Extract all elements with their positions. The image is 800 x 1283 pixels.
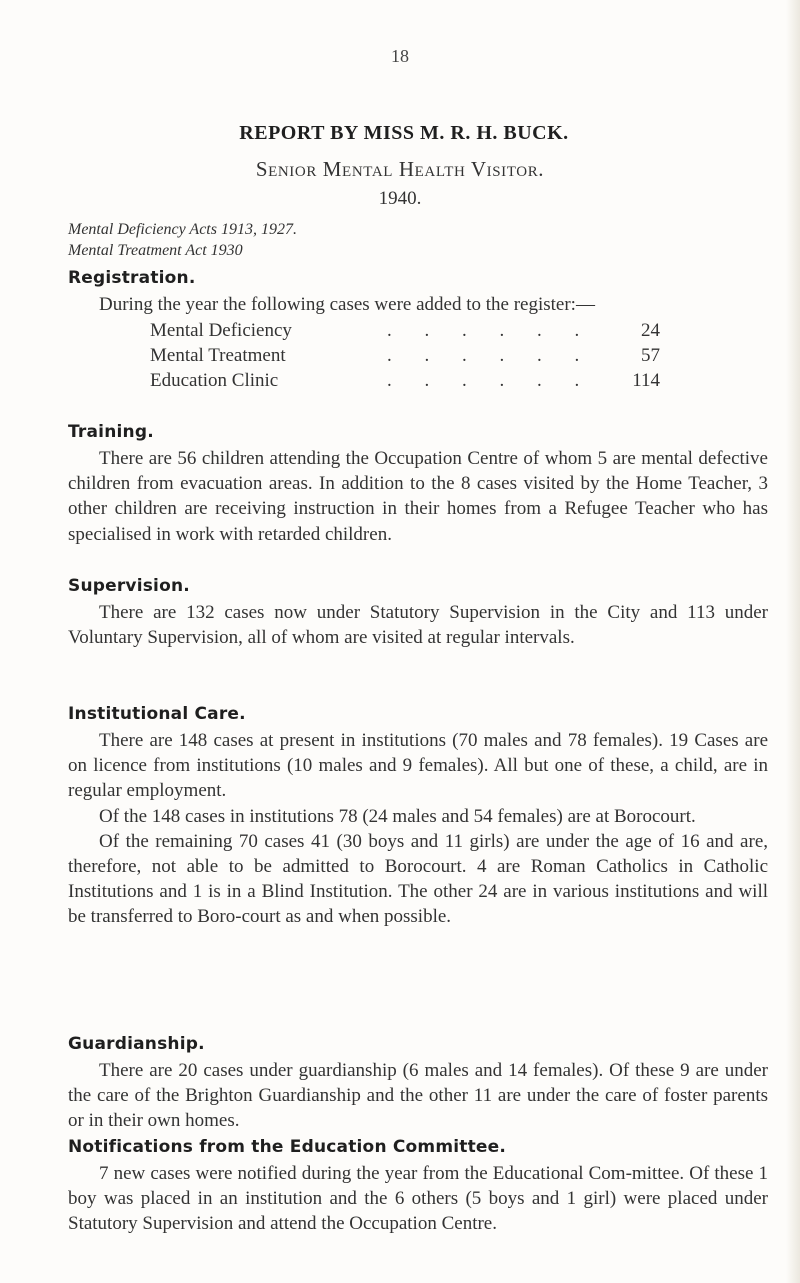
- section-heading: Notifications from the Education Committee.: [68, 1137, 507, 1157]
- leader-dots: . . . . . .: [387, 345, 594, 366]
- section-paragraph: There are 56 children attending the Occupation Centre of whom 5 are mental defective children from evacuation areas. In addition to the 8 cases visited by the Home Teacher, 3 other children are receiving instruction in their homes from a Refugee Teacher who has specialised in work with retarded children.: [68, 448, 768, 545]
- section-heading: Supervision.: [68, 576, 190, 596]
- section-supervision: [68, 576, 768, 650]
- section-heading: Registration.: [68, 268, 196, 288]
- registration-value: 24: [641, 320, 660, 341]
- section-heading: Guardianship.: [68, 1034, 205, 1054]
- registration-label: Mental Deficiency: [150, 320, 292, 341]
- act-reference: Mental Treatment Act 1930: [68, 242, 243, 259]
- section-training: [68, 422, 768, 547]
- registration-value: 57: [641, 345, 660, 366]
- page-number: 18: [391, 46, 409, 66]
- registration-label: Education Clinic: [150, 370, 279, 391]
- section-paragraph: There are 20 cases under guardianship (6 males and 14 females). Of these 9 are under the care of the Brighton Guardianship and the other 11 are under the care of foster parents or in their own homes.: [68, 1060, 768, 1132]
- section-guardianship: [68, 1034, 768, 1134]
- section-registration: [68, 268, 768, 292]
- section-paragraph: There are 132 cases now under Statutory Supervision in the City and 113 under Voluntary Supervision, all of whom are visited at regular intervals.: [68, 602, 768, 649]
- report-year: 1940.: [378, 188, 422, 209]
- registration-row: [150, 370, 660, 396]
- report-subtitle: Senior Mental Health Visitor.: [255, 157, 545, 181]
- section-paragraph: Of the 148 cases in institutions 78 (24 males and 54 females) are at Borocourt.: [99, 805, 696, 827]
- registration-value: 114: [632, 370, 660, 391]
- leader-dots: . . . . . .: [387, 370, 594, 391]
- registration-label: Mental Treatment: [150, 345, 286, 366]
- section-notifications: [68, 1137, 768, 1237]
- section-paragraph: There are 148 cases at present in institutions (70 males and 78 females). 19 Cases are on licence from institutions (10 males and 9 females). All but one of these, a child, are in regular employment.: [68, 730, 768, 802]
- act-reference: Mental Deficiency Acts 1913, 1927.: [68, 221, 297, 238]
- page-edge-shadow: [786, 0, 800, 1283]
- section-paragraph: Of the remaining 70 cases 41 (30 boys and 11 girls) are under the age of 16 and are, therefore, not able to be admitted to Borocourt. 4 are Roman Catholics in Catholic Institutions and 1 is in a Blind Institution. The other 24 are in various institutions and will be transferred to Boro-court as and when possible.: [68, 830, 768, 928]
- registration-row: [150, 320, 660, 346]
- registration-row: [150, 345, 660, 371]
- section-paragraph: 7 new cases were notified during the year from the Educational Com-mittee. Of these 1 boy was placed in an institution and the 6 others (5 boys and 1 girl) were placed under Statutory Supervision and attend the Occupation Centre.: [68, 1163, 768, 1235]
- section-institutional-care: [68, 704, 768, 930]
- report-title: REPORT BY MISS M. R. H. BUCK.: [239, 122, 569, 144]
- section-heading: Institutional Care.: [68, 704, 246, 724]
- registration-intro: During the year the following cases were added to the register:—: [99, 294, 595, 315]
- section-heading: Training.: [68, 422, 154, 442]
- leader-dots: . . . . . .: [387, 320, 594, 341]
